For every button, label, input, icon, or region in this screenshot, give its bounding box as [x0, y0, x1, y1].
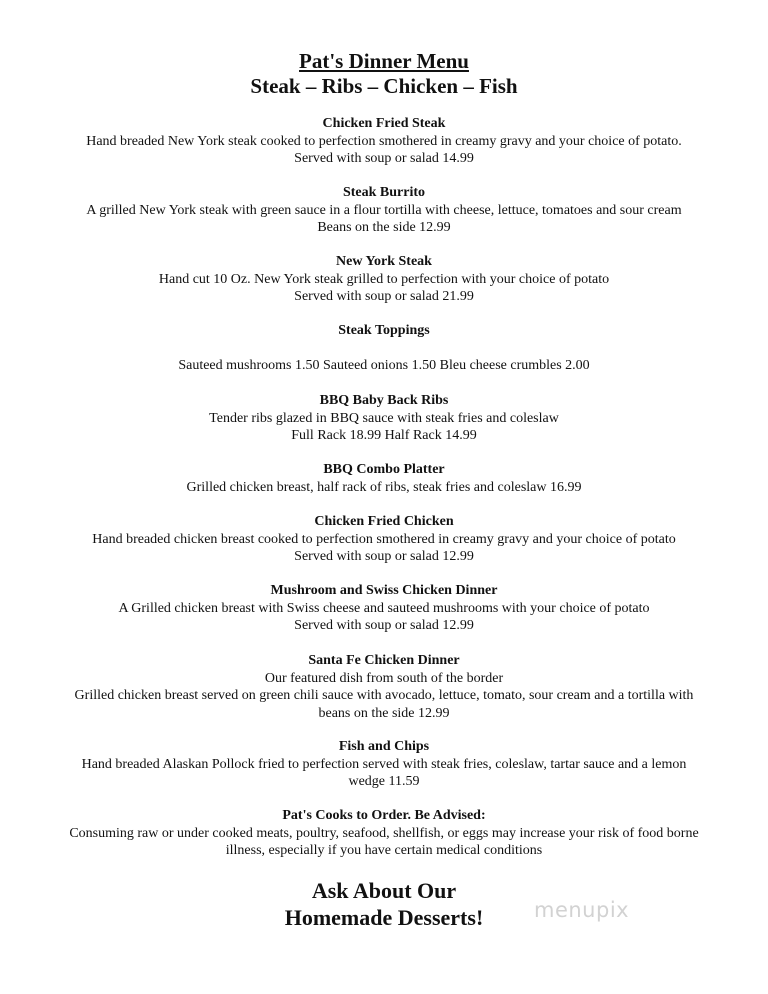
item-name: Steak Burrito	[342, 185, 426, 200]
item-price-line: Grilled chicken breast, half rack of ribs, steak fries and coleslaw 16.99	[186, 479, 582, 495]
menu-item-chicken-fried-chicken	[20, 513, 748, 566]
menu-subtitle: Steak – Ribs – Chicken – Fish	[250, 74, 518, 98]
menu-item-chicken-fried-steak	[20, 115, 748, 168]
desserts-callout	[0, 877, 768, 931]
menu-item-steak-toppings	[20, 322, 748, 374]
item-price-line: Served with soup or salad 14.99	[294, 151, 474, 166]
menupix-watermark: menupix	[534, 898, 630, 922]
menu-item-new-york-steak	[20, 253, 748, 306]
item-price-line: Served with soup or salad 21.99	[294, 289, 474, 304]
item-name: Mushroom and Swiss Chicken Dinner	[270, 583, 498, 598]
item-price-line: beans on the side 12.99	[318, 705, 450, 721]
item-name: Steak Toppings	[338, 323, 430, 338]
item-name: Fish and Chips	[338, 739, 430, 754]
item-description: Hand breaded chicken breast cooked to perfection smothered in creamy gravy and your choice of potato	[92, 531, 676, 547]
item-price-line: Full Rack 18.99 Half Rack 14.99	[291, 428, 477, 443]
menu-item-santa-fe-chicken	[20, 652, 748, 722]
menu-item-steak-burrito	[20, 184, 748, 237]
menu-item-fish-and-chips	[20, 738, 748, 791]
item-description: Hand breaded Alaskan Pollock fried to perfection served with steak fries, coleslaw, tartar sauce and a lemon	[81, 756, 687, 772]
desserts-line-1: Ask About Our	[311, 878, 457, 903]
item-description: A grilled New York steak with green sauce in a flour tortilla with cheese, lettuce, tomatoes and sour cream	[86, 202, 682, 218]
item-price-line: wedge 11.59	[348, 774, 420, 789]
advisory-text: Consuming raw or under cooked meats, poultry, seafood, shellfish, or eggs may increase your risk of food borne	[69, 825, 699, 841]
item-description: Grilled chicken breast served on green chili sauce with avocado, lettuce, tomato, sour cream and a tortilla with	[74, 688, 694, 703]
item-name: Santa Fe Chicken Dinner	[308, 653, 460, 668]
item-name: Chicken Fried Chicken	[314, 514, 454, 529]
item-name: New York Steak	[336, 254, 432, 269]
food-safety-advisory	[20, 807, 748, 860]
advisory-heading: Pat's Cooks to Order. Be Advised:	[282, 808, 486, 823]
item-name: BBQ Combo Platter	[323, 462, 445, 477]
menu-item-bbq-baby-back-ribs	[20, 392, 748, 445]
menu-title: Pat's Dinner Menu	[299, 49, 469, 73]
item-name: BBQ Baby Back Ribs	[319, 393, 449, 408]
item-description: Hand cut 10 Oz. New York steak grilled to perfection with your choice of potato	[158, 271, 610, 287]
item-description: A Grilled chicken breast with Swiss cheese and sauteed mushrooms with your choice of potato	[118, 600, 650, 616]
item-description: Our featured dish from south of the border	[264, 670, 504, 686]
item-price-line: Served with soup or salad 12.99	[294, 549, 474, 564]
menu-item-bbq-combo-platter	[20, 461, 748, 496]
item-price-line: Served with soup or salad 12.99	[294, 618, 474, 633]
item-description: Hand breaded New York steak cooked to perfection smothered in creamy gravy and your choice of potato.	[86, 133, 682, 149]
menu-item-mushroom-swiss-chicken	[20, 582, 748, 635]
item-price-line: Beans on the side 12.99	[317, 220, 451, 235]
item-name: Chicken Fried Steak	[322, 116, 446, 131]
advisory-text: illness, especially if you have certain medical conditions	[225, 843, 543, 858]
item-price-line: Sauteed mushrooms 1.50 Sauteed onions 1.50 Bleu cheese crumbles 2.00	[178, 357, 590, 373]
desserts-line-2: Homemade Desserts!	[284, 905, 484, 930]
item-description: Tender ribs glazed in BBQ sauce with steak fries and coleslaw	[209, 410, 559, 426]
